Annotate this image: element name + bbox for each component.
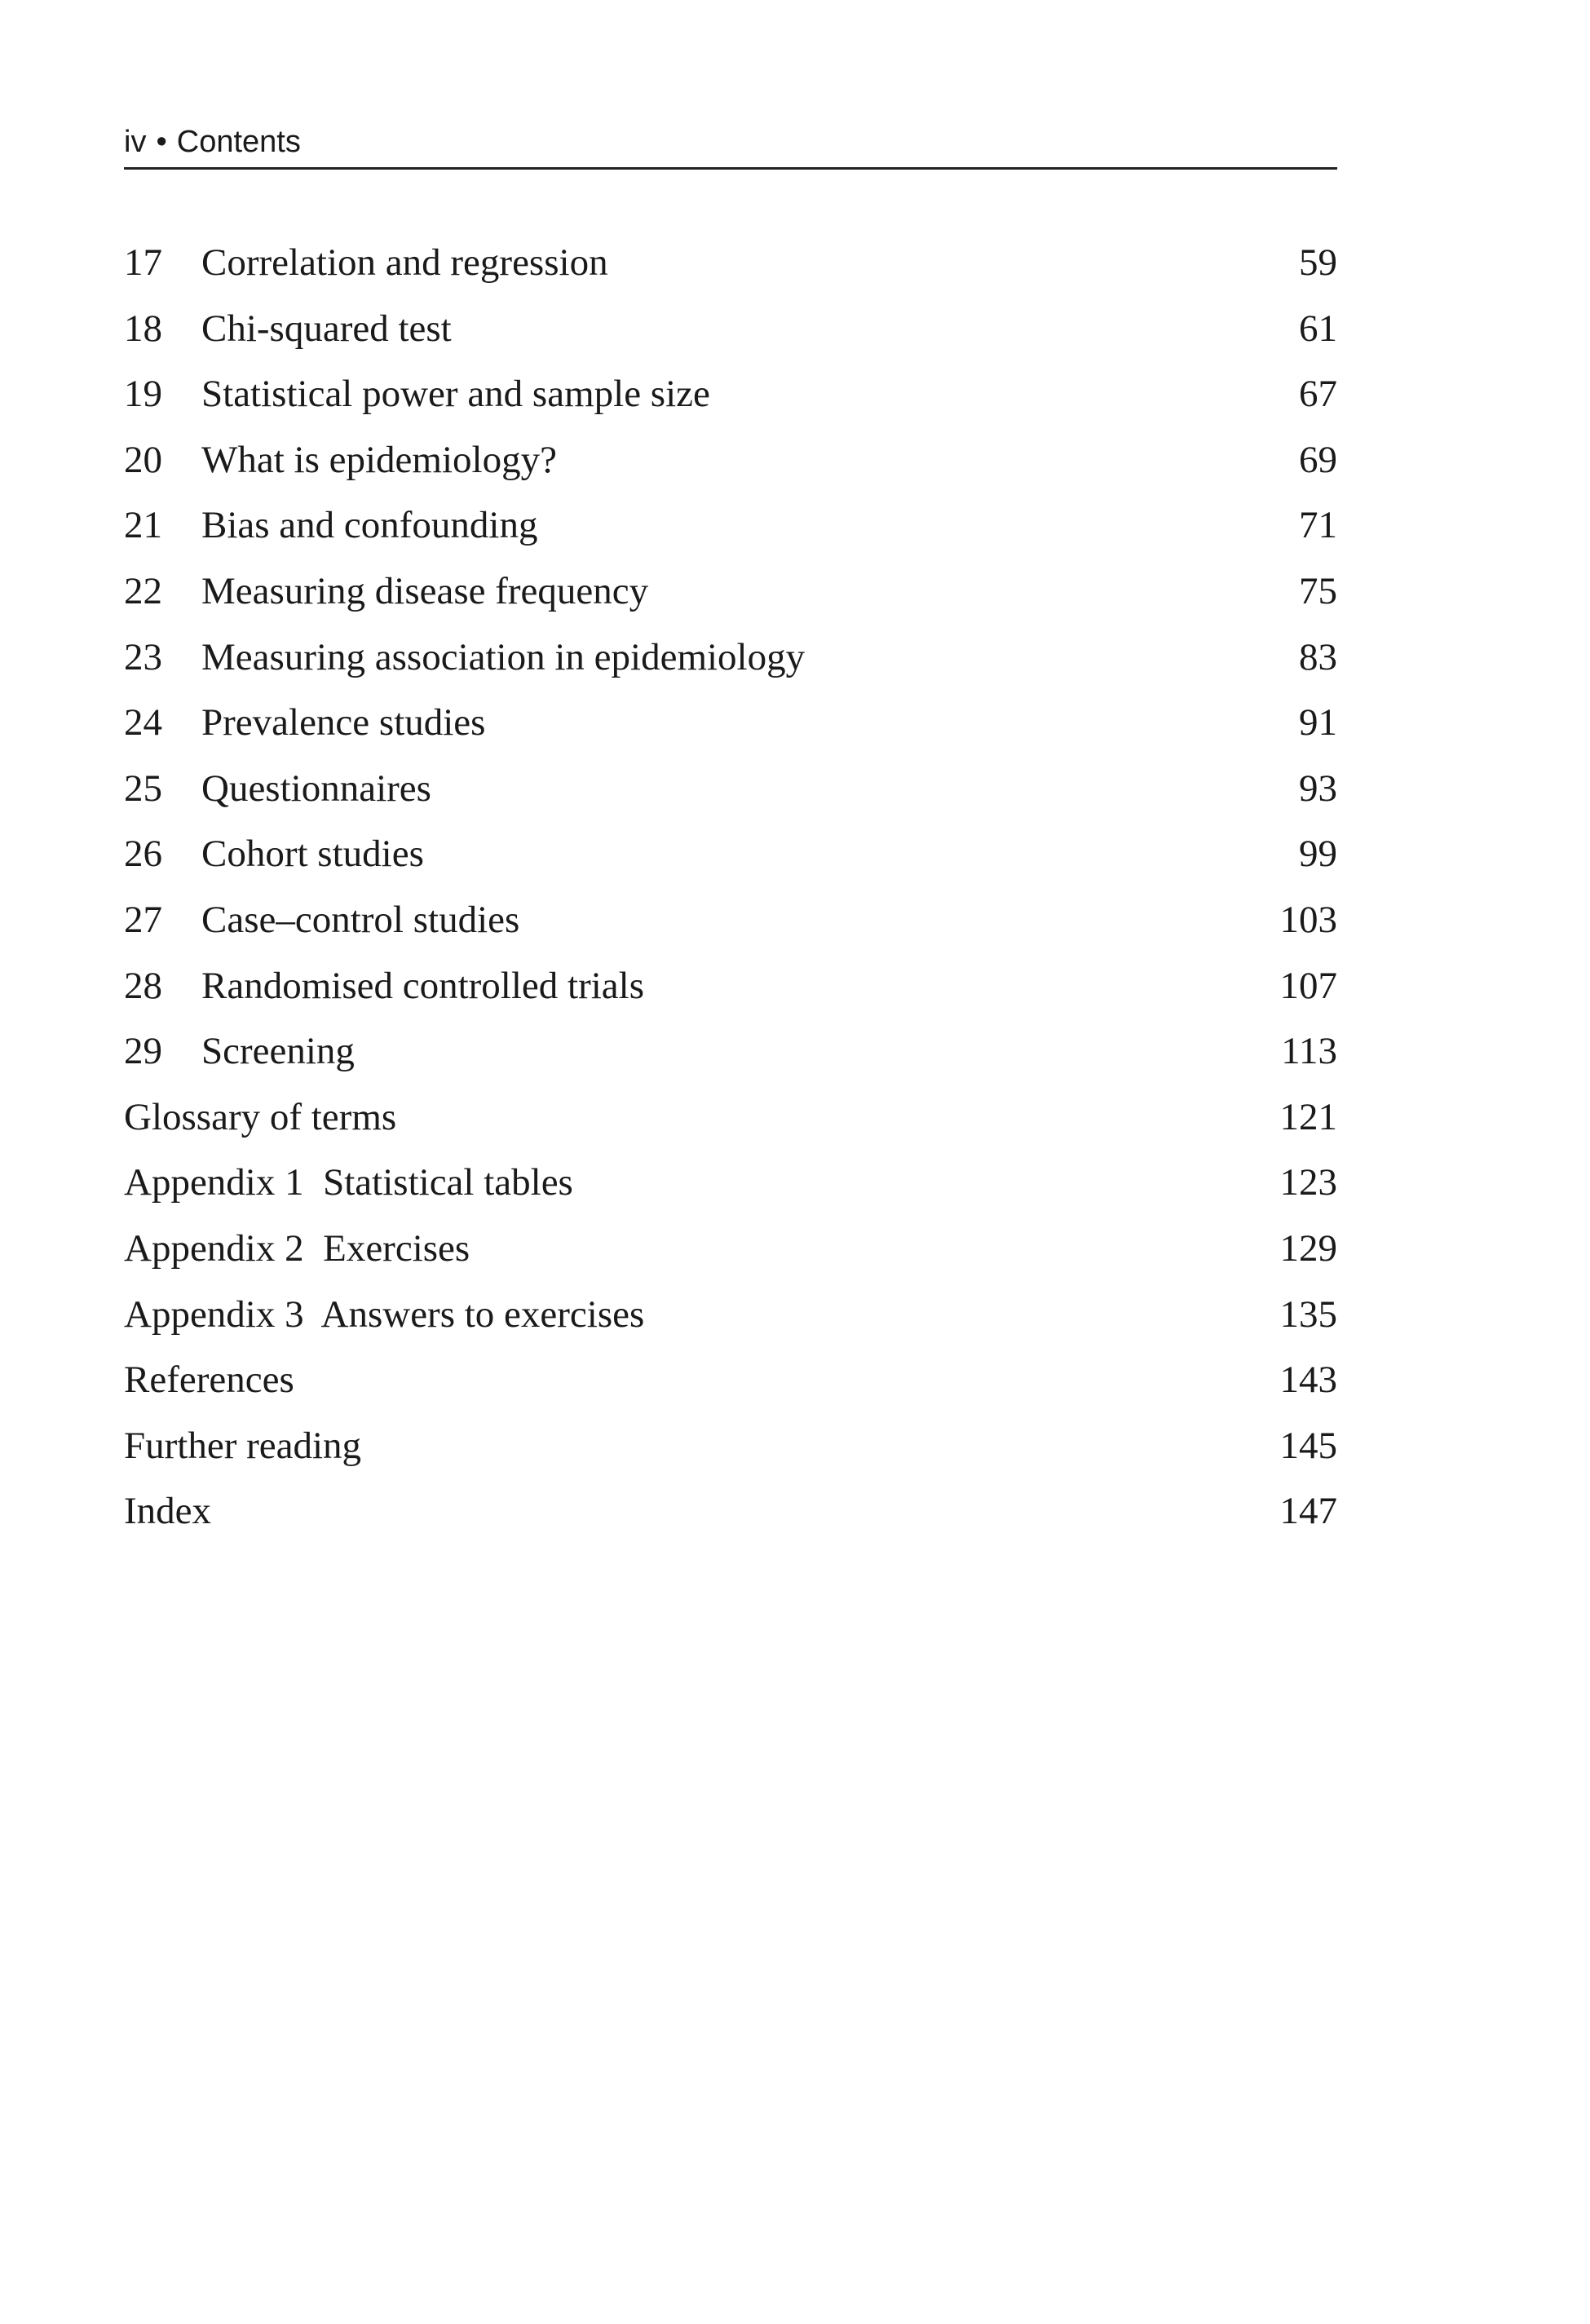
toc-entry[interactable] [124,365,1337,431]
toc-entry-page-number: 103 [1279,898,1337,941]
toc-entry-title: Correlation and regression [201,241,608,284]
toc-entry[interactable] [124,1482,1337,1549]
toc-entry[interactable] [124,760,1337,826]
toc-entry-title: Appendix 1 Statistical tables [124,1161,573,1204]
toc-entry-number: 28 [124,964,162,1007]
toc-entry[interactable] [124,300,1337,366]
toc-entry-page-number: 123 [1279,1161,1337,1204]
toc-entry-title: Chi-squared test [201,307,452,350]
toc-entry-number: 21 [124,504,162,547]
toc-entry-number: 22 [124,569,162,612]
toc-entry-page-number: 59 [1299,241,1337,284]
toc-entry-title: Glossary of terms [124,1095,397,1138]
toc-entry-page-number: 93 [1299,767,1337,810]
toc-entry-page-number: 75 [1299,569,1337,612]
toc-entry-title: Index [124,1490,212,1533]
table-of-contents [124,234,1337,1549]
toc-entry-page-number: 121 [1279,1095,1337,1138]
toc-entry-number: 25 [124,767,162,810]
toc-entry[interactable] [124,1089,1337,1155]
toc-entry-title: Measuring association in epidemiology [201,635,806,678]
header-text [124,125,301,160]
toc-entry[interactable] [124,497,1337,563]
toc-entry-page-number: 145 [1279,1424,1337,1467]
toc-entry-title: Measuring disease frequency [201,569,649,612]
toc-entry[interactable] [124,1351,1337,1417]
toc-entry-page-number: 91 [1299,701,1337,744]
toc-entry-title: Screening [201,1030,355,1073]
header-section-title: Contents [176,125,301,159]
toc-entry-page-number: 83 [1299,635,1337,678]
toc-entry-page-number: 61 [1299,307,1337,350]
toc-entry-page-number: 67 [1299,373,1337,416]
toc-entry[interactable] [124,1023,1337,1089]
toc-entry-number: 24 [124,701,162,744]
toc-entry[interactable] [124,629,1337,695]
toc-entry-page-number: 147 [1279,1490,1337,1533]
toc-entry-title: What is epidemiology? [201,438,557,481]
toc-entry[interactable] [124,1286,1337,1352]
toc-entry-title: Further reading [124,1424,362,1467]
toc-entry-title: Statistical power and sample size [201,373,710,416]
toc-entry-number: 29 [124,1030,162,1073]
header-page-label: iv [124,125,147,159]
toc-entry[interactable] [124,431,1337,497]
toc-entry[interactable] [124,825,1337,891]
toc-entry-number: 17 [124,241,162,284]
toc-entry[interactable] [124,891,1337,957]
running-header [124,118,1337,170]
toc-entry-page-number: 99 [1299,833,1337,876]
toc-entry-number: 19 [124,373,162,416]
toc-entry[interactable] [124,563,1337,629]
toc-entry-page-number: 71 [1299,504,1337,547]
toc-entry[interactable] [124,957,1337,1023]
toc-entry[interactable] [124,1417,1337,1483]
toc-entry-number: 18 [124,307,162,350]
toc-entry-title: Prevalence studies [201,701,486,744]
toc-entry-title: References [124,1359,294,1402]
toc-entry-page-number: 135 [1279,1292,1337,1336]
toc-entry[interactable] [124,694,1337,760]
toc-entry[interactable] [124,1220,1337,1286]
header-bullet: • [156,125,167,159]
toc-entry-number: 20 [124,438,162,481]
toc-entry-title: Bias and confounding [201,504,538,547]
toc-entry-title: Appendix 2 Exercises [124,1226,470,1270]
toc-entry-page-number: 113 [1281,1030,1337,1073]
toc-entry-page-number: 143 [1279,1359,1337,1402]
toc-entry-page-number: 107 [1279,964,1337,1007]
toc-entry-title: Case–control studies [201,898,520,941]
toc-entry-title: Cohort studies [201,833,424,876]
toc-entry-title: Appendix 3 Answers to exercises [124,1292,645,1336]
toc-entry-page-number: 69 [1299,438,1337,481]
toc-entry[interactable] [124,234,1337,300]
toc-entry-title: Questionnaires [201,767,431,810]
toc-entry-title: Randomised controlled trials [201,964,645,1007]
toc-entry-number: 23 [124,635,162,678]
toc-entry-number: 27 [124,898,162,941]
toc-entry-number: 26 [124,833,162,876]
toc-entry[interactable] [124,1154,1337,1220]
toc-entry-page-number: 129 [1279,1226,1337,1270]
